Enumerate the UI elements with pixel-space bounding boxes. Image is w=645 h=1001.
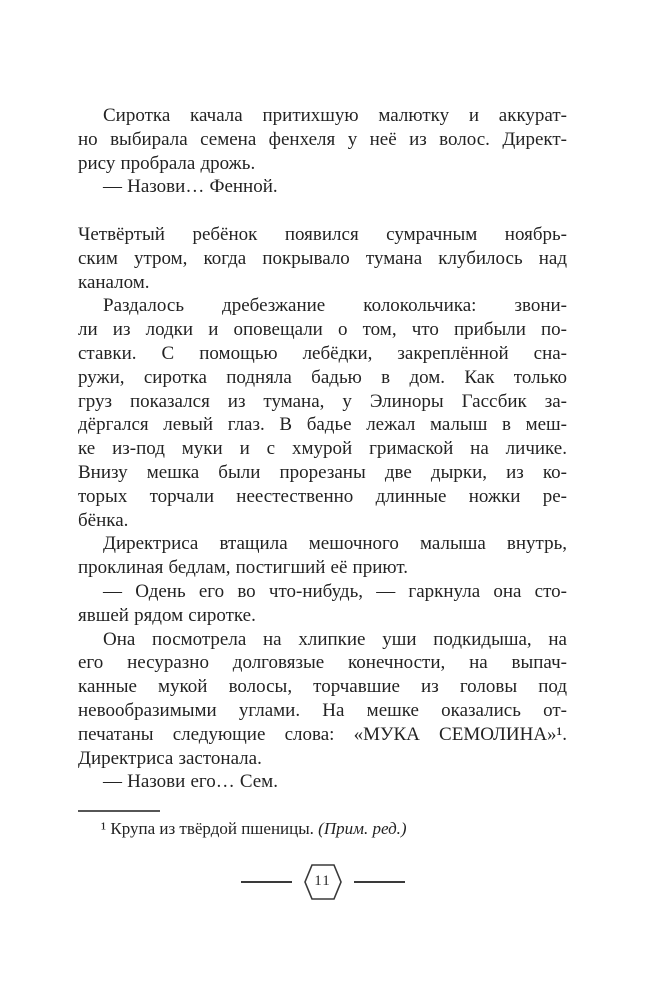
text-line: ли из лодки и оповещали о том, что прибыли по-: [78, 319, 567, 341]
text-line: явшей рядом сиротке.: [78, 604, 256, 626]
text-line: но выбирала семена фенхеля у неё из волос. Директ-: [78, 128, 567, 150]
footnote-text: Крупа из твёрдой пшеницы.: [110, 819, 314, 838]
text-line: ке из-под муки и с хмурой гримаской на личике.: [78, 438, 567, 460]
body-text: [78, 104, 567, 794]
text-line: каналом.: [78, 271, 150, 293]
footnote: [78, 817, 567, 840]
text-line: Сиротка качала притихшую малютку и аккурат-: [103, 105, 567, 126]
text-line: — Назови его… Сем.: [103, 771, 278, 793]
text-line: печатаны следующие слова: «МУКА СЕМОЛИНА»¹.: [78, 723, 567, 745]
text-line: дёргался левый глаз. В бадье лежал малыш в меш-: [78, 414, 567, 436]
text-line: Четвёртый ребёнок появился сумрачным ноябрь-: [78, 223, 567, 245]
text-line: ским утром, когда покрывало тумана клубилось над: [78, 247, 567, 269]
text-line: проклиная бедлам, постигший её приют.: [78, 557, 408, 579]
text-line: бёнка.: [78, 509, 129, 531]
page-number-ornament: [0, 863, 645, 901]
text-line: рису пробрала дрожь.: [78, 152, 256, 174]
text-line: невообразимыми углами. На мешке оказались от-: [78, 699, 567, 721]
section-1: [78, 104, 567, 199]
footnote-attribution: (Прим. ред.): [318, 819, 407, 838]
text-line: канные мукой волосы, торчавшие из головы под: [78, 676, 567, 698]
ornament-left-dash: [241, 881, 292, 883]
text-line: Раздалось дребезжание колокольчика: звони-: [103, 295, 567, 317]
text-line: его несуразно долговязые конечности, на выпач-: [78, 652, 567, 674]
footnote-marker: ¹: [101, 819, 107, 838]
text-line: торых торчали неестественно длинные ножки ре-: [78, 485, 567, 507]
text-line: груз показался из тумана, у Элиноры Гассбик за-: [78, 390, 567, 412]
text-line: — Одень его во что-нибудь, — гаркнула она сто-: [103, 580, 567, 602]
text-line: ружи, сиротка подняла бадью в дом. Как только: [78, 366, 567, 388]
footnote-separator: [78, 810, 160, 812]
text-line: Директриса втащила мешочного малыша внутрь,: [103, 533, 567, 555]
text-line: Внизу мешка были прорезаны две дырки, из ко-: [78, 461, 567, 483]
page-number: 11: [314, 873, 331, 889]
ornament-right-dash: [354, 881, 405, 883]
text-line: Директриса застонала.: [78, 747, 262, 769]
text-line: ставки. С помощью лебёдки, закреплённой сна-: [78, 342, 567, 364]
text-line: — Назови… Фенной.: [103, 176, 278, 198]
section-2: [78, 223, 567, 794]
text-line: Она посмотрела на хлипкие уши подкидыша, на: [103, 628, 567, 650]
page-number-hexagon: [304, 863, 342, 901]
